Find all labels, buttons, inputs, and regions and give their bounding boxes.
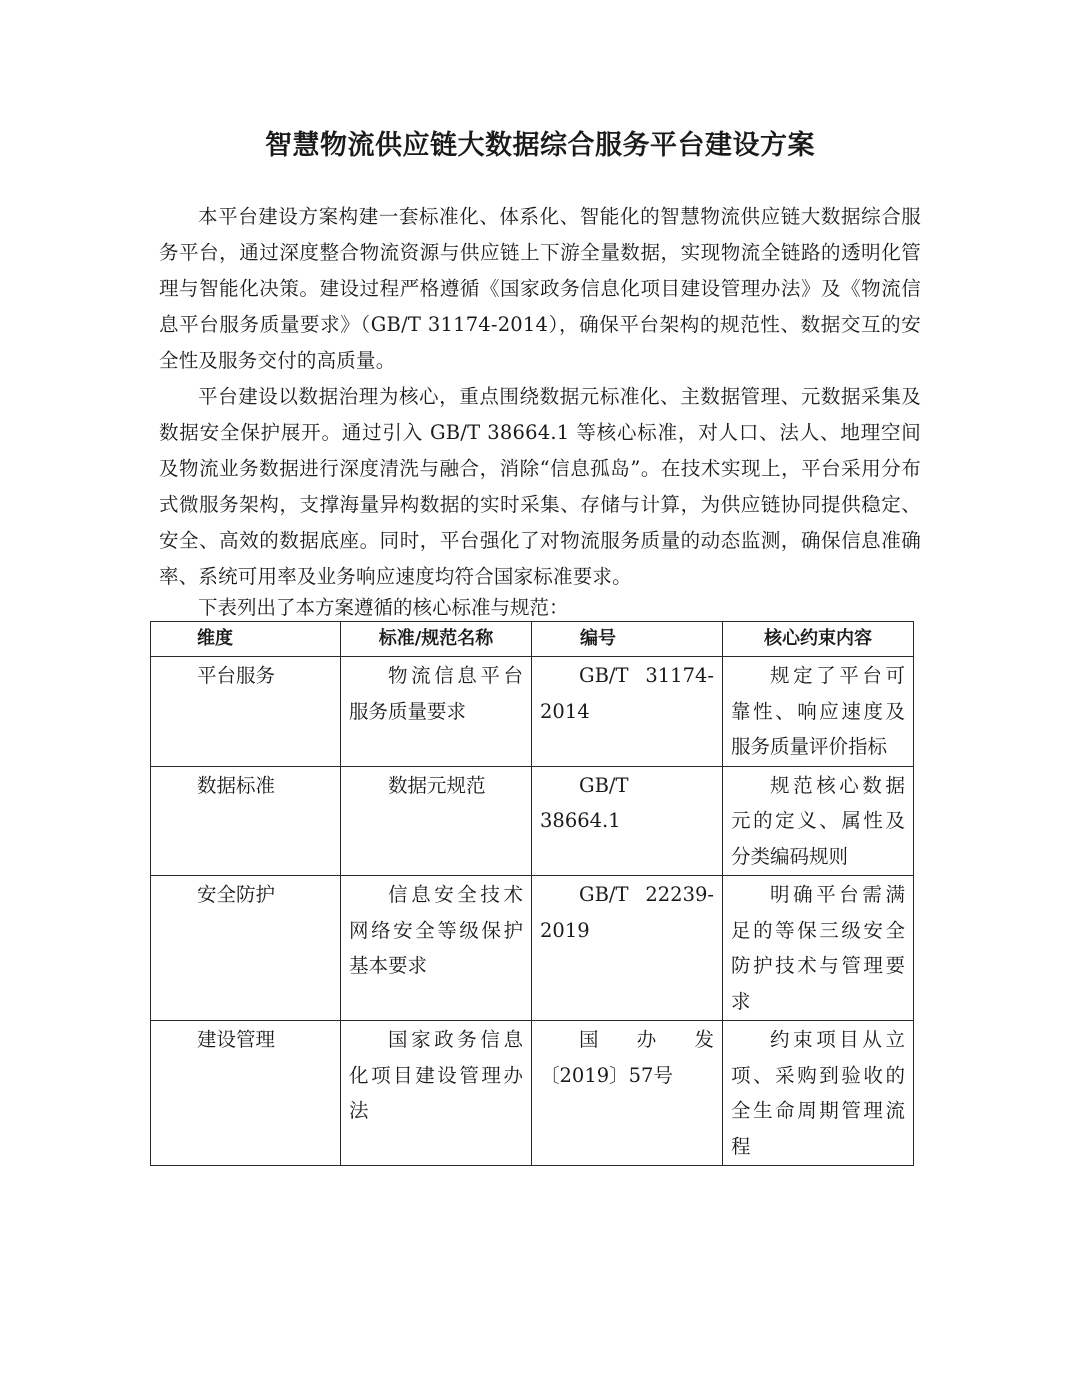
table-row [151, 766, 914, 876]
cell-standard-name: 数据元规范 [341, 766, 532, 876]
cell-dimension: 建设管理 [151, 1021, 341, 1166]
table-row [151, 876, 914, 1021]
table-row [151, 1021, 914, 1166]
cell-dimension: 平台服务 [151, 657, 341, 767]
cell-core-content: 规定了平台可靠性、响应速度及服务质量评价指标 [723, 657, 914, 767]
cell-standard-name: 信息安全技术 网络安全等级保护基本要求 [341, 876, 532, 1021]
cell-code: GB/T 38664.1 [532, 766, 723, 876]
cell-standard-name: 国家政务信息化项目建设管理办法 [341, 1021, 532, 1166]
header-code: 编号 [532, 622, 723, 657]
cell-core-content: 明确平台需满足的等保三级安全防护技术与管理要求 [723, 876, 914, 1021]
cell-core-content: 约束项目从立项、采购到验收的全生命周期管理流程 [723, 1021, 914, 1166]
table-intro: 下表列出了本方案遵循的核心标准与规范： [198, 596, 569, 619]
header-standard-name: 标准/规范名称 [341, 622, 532, 657]
document-body [159, 199, 921, 621]
cell-dimension: 数据标准 [151, 766, 341, 876]
header-core-content: 核心约束内容 [723, 622, 914, 657]
cell-code: 国办发〔2019〕57号 [532, 1021, 723, 1166]
cell-dimension: 安全防护 [151, 876, 341, 1021]
cell-standard-name: 物流信息平台服务质量要求 [341, 657, 532, 767]
paragraph: 平台建设以数据治理为核心，重点围绕数据元标准化、主数据管理、元数据采集及数据安全保护展开。通过引入 GB/T 38664.1 等核心标准，对人口、法人、地理空间及物流业务数据进行深度清洗与融合，消除“信息孤岛”。在技术实现上，平台采用分布式微服务架构，支撑海量异构数据的实时采集、存储与计算，为供应链协同提供稳定、安全、高效的数据底座。同时，平台强化了对物流服务质量的动态监测，确保信息准确率、系统可用率及业务响应速度均符合国家标准要求。 [159, 385, 921, 588]
cell-code: GB/T 22239-2019 [532, 876, 723, 1021]
cell-code: GB/T 31174-2014 [532, 657, 723, 767]
standards-table [150, 621, 914, 1166]
header-dimension: 维度 [151, 622, 341, 657]
table-header-row [151, 622, 914, 657]
cell-core-content: 规范核心数据元的定义、属性及分类编码规则 [723, 766, 914, 876]
document-title: 智慧物流供应链大数据综合服务平台建设方案 [265, 130, 815, 161]
paragraph: 本平台建设方案构建一套标准化、体系化、智能化的智慧物流供应链大数据综合服务平台，通过深度整合物流资源与供应链上下游全量数据，实现物流全链路的透明化管理与智能化决策。建设过程严格遵循《国家政务信息化项目建设管理办法》及《物流信息平台服务质量要求》（GB/T 31174-2014），确保平台架构的规范性、数据交互的安全性及服务交付的高质量。 [159, 205, 921, 372]
table-row [151, 657, 914, 767]
